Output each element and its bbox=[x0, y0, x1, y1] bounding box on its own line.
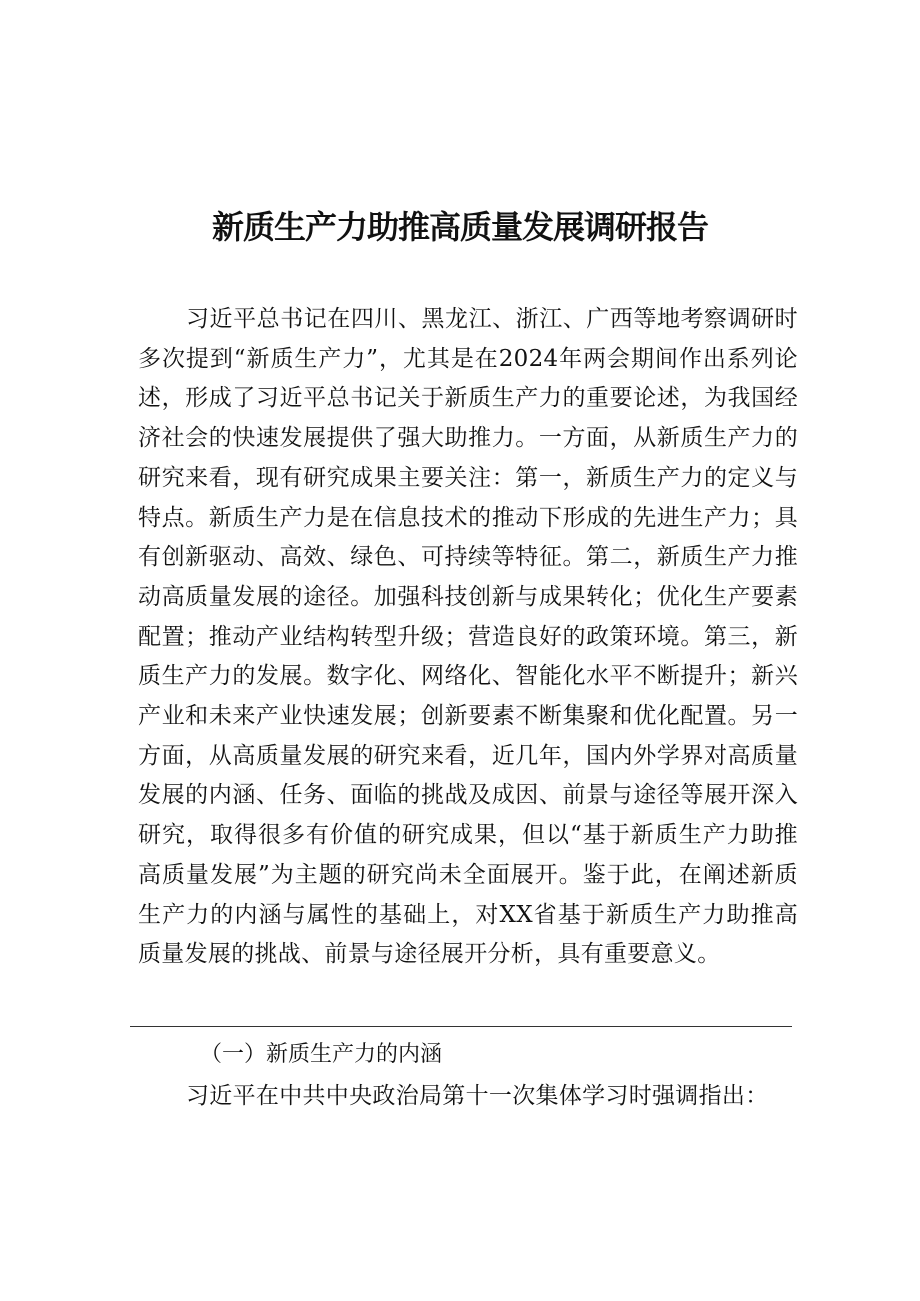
section-heading: （一）新质生产力的内涵 bbox=[200, 1042, 443, 1067]
section-divider bbox=[130, 1026, 792, 1027]
intro-paragraph: 习近平总书记在四川、黑龙江、浙江、广西等地考察调研时多次提到“新质生产力”，尤其是在2024年两会期间作出系列论述，形成了习近平总书记关于新质生产力的重要论述，为我国经济社会的快速发展提供了强大助推力。一方面，从新质生产力的研究来看，现有研究成果主要关注：第一，新质生产力的定义与特点。新质生产力是在信息技术的推动下形成的先进生产力；具有创新驱动、高效、绿色、可持续等特征。第二，新质生产力推动高质量发展的途径。加强科技创新与成果转化；优化生产要素配置；推动产业结构转型升级；营造良好的政策环境。第三，新质生产力的发展。数字化、网络化、智能化水平不断提升；新兴产业和未来产业快速发展；创新要素不断集聚和优化配置。另一方面，从高质量发展的研究来看，近几年，国内外学界对高质量发展的内涵、任务、面临的挑战及成因、前景与途径等展开深入研究，取得很多有价值的研究成果，但以“基于新质生产力助推高质量发展”为主题的研究尚未全面展开。鉴于此，在阐述新质生产力的内涵与属性的基础上，对XX省基于新质生产力助推高质量发展的挑战、前景与途径展开分析，具有重要意义。 bbox=[138, 306, 798, 968]
section-first-line: 习近平在中共中央政治局第十一次集体学习时强调指出： bbox=[186, 1083, 769, 1109]
document-title: 新质生产力助推高质量发展调研报告 bbox=[211, 208, 708, 246]
